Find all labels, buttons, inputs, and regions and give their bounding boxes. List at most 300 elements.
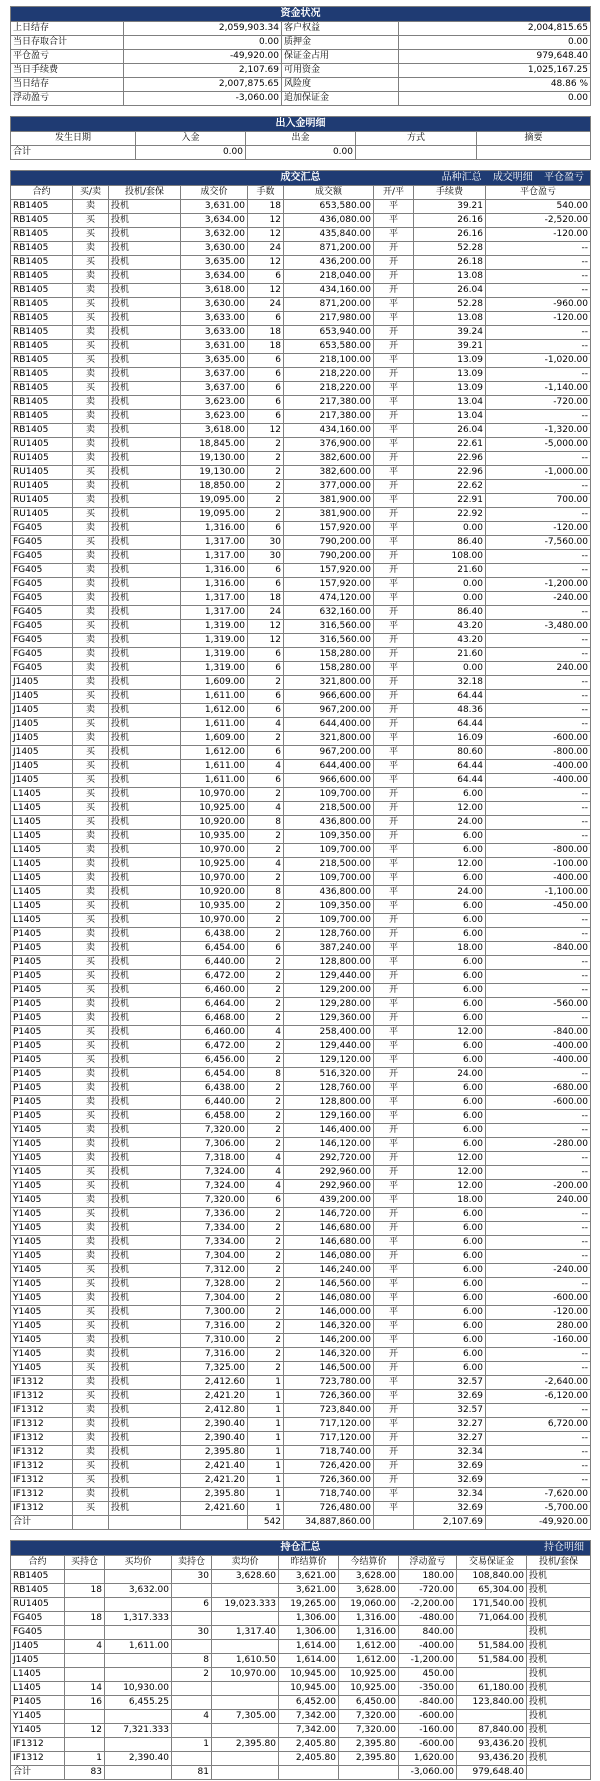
trade-hedge-type: 投机 bbox=[109, 382, 181, 396]
trade-amount: 632,160.00 bbox=[284, 606, 374, 620]
trade-side: 买 bbox=[73, 508, 109, 522]
link-position-detail[interactable]: 持仓明细 bbox=[544, 1542, 584, 1553]
trade-lots: 24 bbox=[248, 606, 284, 620]
trade-amount: 128,760.00 bbox=[284, 1082, 374, 1096]
position-short-qty: 30 bbox=[172, 1626, 212, 1640]
table-row bbox=[11, 1474, 591, 1488]
trade-hedge-type: 投机 bbox=[109, 1054, 181, 1068]
table-row bbox=[11, 704, 591, 718]
trade-fee: 6.00 bbox=[414, 1012, 486, 1026]
table-row bbox=[11, 564, 591, 578]
trade-amount: 109,350.00 bbox=[284, 900, 374, 914]
trade-lots: 4 bbox=[248, 718, 284, 732]
position-today-settle: 3,628.00 bbox=[339, 1584, 399, 1598]
trade-hedge-type: 投机 bbox=[109, 508, 181, 522]
position-long-avg: 1,611.00 bbox=[105, 1640, 172, 1654]
table-row bbox=[11, 494, 591, 508]
positions-col-header: 买均价 bbox=[105, 1556, 172, 1570]
position-prev-settle: 19,265.00 bbox=[279, 1598, 339, 1612]
trade-open-close: 平 bbox=[374, 774, 414, 788]
position-float-pnl: -720.00 bbox=[399, 1584, 457, 1598]
trade-price: 6,472.00 bbox=[181, 970, 248, 984]
trade-amount: 218,220.00 bbox=[284, 368, 374, 382]
trade-price: 1,611.00 bbox=[181, 774, 248, 788]
table-row bbox=[11, 830, 591, 844]
position-margin: 123,840.00 bbox=[457, 1696, 527, 1710]
trade-contract: RB1405 bbox=[11, 312, 73, 326]
trade-amount: 966,600.00 bbox=[284, 690, 374, 704]
trade-hedge-type: 投机 bbox=[109, 270, 181, 284]
trade-hedge-type: 投机 bbox=[109, 354, 181, 368]
trade-open-close: 平 bbox=[374, 494, 414, 508]
link-trade-detail[interactable]: 成交明细 bbox=[492, 172, 533, 183]
trade-lots: 2 bbox=[248, 508, 284, 522]
inout-col-header: 出金 bbox=[246, 132, 356, 146]
trade-amount: 436,800.00 bbox=[284, 886, 374, 900]
position-hedge-type: 投机 bbox=[527, 1598, 591, 1612]
positions-total-label: 合计 bbox=[11, 1766, 65, 1780]
position-prev-settle: 6,452.00 bbox=[279, 1696, 339, 1710]
trade-hedge-type: 投机 bbox=[109, 466, 181, 480]
position-prev-settle: 10,945.00 bbox=[279, 1682, 339, 1696]
funds-value: 0.00 bbox=[399, 92, 591, 106]
trade-hedge-type: 投机 bbox=[109, 984, 181, 998]
table-row bbox=[11, 1208, 591, 1222]
trade-hedge-type: 投机 bbox=[109, 830, 181, 844]
positions-total-row bbox=[11, 1766, 591, 1780]
trade-price: 10,920.00 bbox=[181, 886, 248, 900]
trade-close-pnl: -120.00 bbox=[486, 522, 591, 536]
trade-price: 7,320.00 bbox=[181, 1194, 248, 1208]
trade-price: 2,421.20 bbox=[181, 1474, 248, 1488]
trade-fee: 6.00 bbox=[414, 1222, 486, 1236]
funds-label: 风险度 bbox=[282, 78, 399, 92]
trade-amount: 217,980.00 bbox=[284, 312, 374, 326]
trade-fee: 6.00 bbox=[414, 970, 486, 984]
trade-contract: IF1312 bbox=[11, 1376, 73, 1390]
trade-price: 3,637.00 bbox=[181, 368, 248, 382]
trade-hedge-type: 投机 bbox=[109, 522, 181, 536]
trade-side: 买 bbox=[73, 1166, 109, 1180]
table-row bbox=[11, 1584, 591, 1598]
position-long-qty: 16 bbox=[65, 1696, 105, 1710]
trade-lots: 2 bbox=[248, 452, 284, 466]
trade-hedge-type: 投机 bbox=[109, 1404, 181, 1418]
table-row bbox=[11, 1334, 591, 1348]
trade-lots: 12 bbox=[248, 256, 284, 270]
trade-open-close: 平 bbox=[374, 1418, 414, 1432]
table-row bbox=[11, 1612, 591, 1626]
position-contract: IF1312 bbox=[11, 1752, 65, 1766]
trade-side: 卖 bbox=[73, 676, 109, 690]
trade-close-pnl: -160.00 bbox=[486, 1334, 591, 1348]
trade-fee: 26.04 bbox=[414, 284, 486, 298]
position-long-avg bbox=[105, 1626, 172, 1640]
trade-side: 买 bbox=[73, 718, 109, 732]
funds-value: 0.00 bbox=[124, 36, 282, 50]
trade-side: 卖 bbox=[73, 270, 109, 284]
trade-price: 7,316.00 bbox=[181, 1320, 248, 1334]
trade-lots: 2 bbox=[248, 1320, 284, 1334]
trade-fee: 6.00 bbox=[414, 1292, 486, 1306]
trade-price: 6,454.00 bbox=[181, 1068, 248, 1082]
position-contract: IF1312 bbox=[11, 1738, 65, 1752]
trade-price: 7,325.00 bbox=[181, 1362, 248, 1376]
trade-fee: 6.00 bbox=[414, 1236, 486, 1250]
trade-side: 卖 bbox=[73, 844, 109, 858]
trade-side: 买 bbox=[73, 956, 109, 970]
trade-amount: 146,680.00 bbox=[284, 1236, 374, 1250]
funds-value: 0.00 bbox=[399, 36, 591, 50]
table-row bbox=[11, 1598, 591, 1612]
trade-contract: FG405 bbox=[11, 578, 73, 592]
trade-close-pnl: -- bbox=[486, 508, 591, 522]
trade-lots: 2 bbox=[248, 438, 284, 452]
trade-side: 买 bbox=[73, 746, 109, 760]
trade-hedge-type: 投机 bbox=[109, 1278, 181, 1292]
trade-side: 卖 bbox=[73, 1138, 109, 1152]
trade-fee: 0.00 bbox=[414, 592, 486, 606]
position-margin bbox=[457, 1626, 527, 1640]
trade-fee: 6.00 bbox=[414, 1320, 486, 1334]
trades-total-amount: 34,887,860.00 bbox=[284, 1516, 374, 1530]
trade-price: 10,925.00 bbox=[181, 802, 248, 816]
trade-close-pnl: -- bbox=[486, 704, 591, 718]
positions-col-header: 昨结算价 bbox=[279, 1556, 339, 1570]
trade-close-pnl: -120.00 bbox=[486, 312, 591, 326]
position-hedge-type: 投机 bbox=[527, 1584, 591, 1598]
trade-close-pnl: -- bbox=[486, 1124, 591, 1138]
position-long-avg: 6,455.25 bbox=[105, 1696, 172, 1710]
trade-open-close: 平 bbox=[374, 312, 414, 326]
position-contract: L1405 bbox=[11, 1682, 65, 1696]
trade-open-close: 平 bbox=[374, 214, 414, 228]
table-row bbox=[11, 1654, 591, 1668]
trade-fee: 80.60 bbox=[414, 746, 486, 760]
trade-hedge-type: 投机 bbox=[109, 368, 181, 382]
trade-close-pnl: -- bbox=[486, 1152, 591, 1166]
trade-contract: L1405 bbox=[11, 830, 73, 844]
position-float-pnl: -2,200.00 bbox=[399, 1598, 457, 1612]
table-row bbox=[11, 1710, 591, 1724]
trade-lots: 4 bbox=[248, 1180, 284, 1194]
funds-row bbox=[11, 36, 591, 50]
trade-hedge-type: 投机 bbox=[109, 998, 181, 1012]
position-margin: 61,180.00 bbox=[457, 1682, 527, 1696]
trade-open-close: 平 bbox=[374, 536, 414, 550]
trade-fee: 12.00 bbox=[414, 1152, 486, 1166]
trade-contract: J1405 bbox=[11, 760, 73, 774]
trade-close-pnl: -800.00 bbox=[486, 844, 591, 858]
trade-hedge-type: 投机 bbox=[109, 578, 181, 592]
trade-contract: FG405 bbox=[11, 662, 73, 676]
trade-lots: 4 bbox=[248, 858, 284, 872]
trade-side: 买 bbox=[73, 466, 109, 480]
position-float-pnl: 840.00 bbox=[399, 1626, 457, 1640]
position-float-pnl: -600.00 bbox=[399, 1710, 457, 1724]
trade-open-close: 平 bbox=[374, 578, 414, 592]
trade-side: 卖 bbox=[73, 732, 109, 746]
position-float-pnl: 180.00 bbox=[399, 1570, 457, 1584]
trade-open-close: 开 bbox=[374, 1362, 414, 1376]
trade-fee: 64.44 bbox=[414, 760, 486, 774]
table-row bbox=[11, 1570, 591, 1584]
trade-contract: RU1405 bbox=[11, 438, 73, 452]
position-today-settle: 1,612.00 bbox=[339, 1640, 399, 1654]
trade-side: 买 bbox=[73, 312, 109, 326]
trade-open-close: 平 bbox=[374, 1320, 414, 1334]
trade-lots: 18 bbox=[248, 200, 284, 214]
trade-side: 买 bbox=[73, 1474, 109, 1488]
trade-price: 3,635.00 bbox=[181, 256, 248, 270]
trade-hedge-type: 投机 bbox=[109, 1152, 181, 1166]
trade-lots: 2 bbox=[248, 1012, 284, 1026]
trades-col-header: 投机/套保 bbox=[109, 186, 181, 200]
trade-open-close: 开 bbox=[374, 242, 414, 256]
trade-contract: RB1405 bbox=[11, 270, 73, 284]
link-close-pnl[interactable]: 平仓盈亏 bbox=[544, 172, 584, 183]
trade-open-close: 开 bbox=[374, 676, 414, 690]
trade-close-pnl: -- bbox=[486, 452, 591, 466]
trade-lots: 12 bbox=[248, 228, 284, 242]
trade-lots: 8 bbox=[248, 1068, 284, 1082]
trade-price: 6,454.00 bbox=[181, 942, 248, 956]
trade-contract: L1405 bbox=[11, 900, 73, 914]
trade-price: 10,970.00 bbox=[181, 788, 248, 802]
trade-open-close: 平 bbox=[374, 592, 414, 606]
position-float-pnl: -1,200.00 bbox=[399, 1654, 457, 1668]
trade-amount: 871,200.00 bbox=[284, 298, 374, 312]
table-row bbox=[11, 1264, 591, 1278]
table-row bbox=[11, 914, 591, 928]
trade-fee: 21.60 bbox=[414, 648, 486, 662]
trade-hedge-type: 投机 bbox=[109, 340, 181, 354]
trade-hedge-type: 投机 bbox=[109, 1488, 181, 1502]
position-short-qty: 2 bbox=[172, 1668, 212, 1682]
trade-lots: 2 bbox=[248, 830, 284, 844]
trade-fee: 64.44 bbox=[414, 690, 486, 704]
trade-lots: 2 bbox=[248, 1236, 284, 1250]
trade-side: 卖 bbox=[73, 1348, 109, 1362]
trade-contract: P1405 bbox=[11, 942, 73, 956]
trade-close-pnl: -- bbox=[486, 690, 591, 704]
link-variety-summary[interactable]: 品种汇总 bbox=[441, 172, 482, 183]
trade-close-pnl: -240.00 bbox=[486, 592, 591, 606]
trade-close-pnl: -- bbox=[486, 564, 591, 578]
trade-hedge-type: 投机 bbox=[109, 1502, 181, 1516]
trade-open-close: 开 bbox=[374, 914, 414, 928]
trade-contract: FG405 bbox=[11, 522, 73, 536]
trade-contract: J1405 bbox=[11, 704, 73, 718]
table-row bbox=[11, 466, 591, 480]
trade-contract: Y1405 bbox=[11, 1152, 73, 1166]
trade-open-close: 开 bbox=[374, 830, 414, 844]
position-long-avg: 10,930.00 bbox=[105, 1682, 172, 1696]
trade-price: 2,390.40 bbox=[181, 1432, 248, 1446]
table-row bbox=[11, 1236, 591, 1250]
position-today-settle: 1,316.00 bbox=[339, 1626, 399, 1640]
trade-amount: 871,200.00 bbox=[284, 242, 374, 256]
trade-fee: 22.61 bbox=[414, 438, 486, 452]
trade-fee: 18.00 bbox=[414, 1194, 486, 1208]
trade-fee: 48.36 bbox=[414, 704, 486, 718]
trade-price: 6,440.00 bbox=[181, 1096, 248, 1110]
trade-contract: P1405 bbox=[11, 1068, 73, 1082]
trade-side: 卖 bbox=[73, 550, 109, 564]
trade-fee: 6.00 bbox=[414, 914, 486, 928]
trade-side: 卖 bbox=[73, 494, 109, 508]
trade-side: 卖 bbox=[73, 1488, 109, 1502]
trade-fee: 6.00 bbox=[414, 788, 486, 802]
trade-close-pnl: -400.00 bbox=[486, 1040, 591, 1054]
table-row bbox=[11, 732, 591, 746]
trade-price: 10,925.00 bbox=[181, 858, 248, 872]
table-row bbox=[11, 1460, 591, 1474]
trade-close-pnl: -- bbox=[486, 802, 591, 816]
trade-hedge-type: 投机 bbox=[109, 256, 181, 270]
trade-close-pnl: 540.00 bbox=[486, 200, 591, 214]
position-long-avg: 7,321.333 bbox=[105, 1724, 172, 1738]
trade-hedge-type: 投机 bbox=[109, 760, 181, 774]
trade-amount: 158,280.00 bbox=[284, 648, 374, 662]
position-margin: 93,436.20 bbox=[457, 1738, 527, 1752]
table-row bbox=[11, 900, 591, 914]
trade-open-close: 开 bbox=[374, 1404, 414, 1418]
trade-price: 7,300.00 bbox=[181, 1306, 248, 1320]
trade-fee: 6.00 bbox=[414, 1306, 486, 1320]
trade-amount: 146,400.00 bbox=[284, 1124, 374, 1138]
trade-open-close: 开 bbox=[374, 256, 414, 270]
trades-title: 成交汇总 bbox=[280, 172, 321, 183]
position-short-avg bbox=[212, 1612, 279, 1626]
position-long-avg bbox=[105, 1654, 172, 1668]
trade-price: 10,970.00 bbox=[181, 844, 248, 858]
trade-price: 6,460.00 bbox=[181, 984, 248, 998]
position-hedge-type: 投机 bbox=[527, 1570, 591, 1584]
trade-amount: 146,120.00 bbox=[284, 1138, 374, 1152]
trade-fee: 64.44 bbox=[414, 774, 486, 788]
table-row bbox=[11, 550, 591, 564]
inout-title: 出入金明细 bbox=[11, 117, 591, 132]
position-prev-settle: 7,342.00 bbox=[279, 1710, 339, 1724]
trade-amount: 218,220.00 bbox=[284, 382, 374, 396]
trade-contract: J1405 bbox=[11, 718, 73, 732]
trade-amount: 321,800.00 bbox=[284, 676, 374, 690]
trade-amount: 316,560.00 bbox=[284, 620, 374, 634]
trade-price: 7,318.00 bbox=[181, 1152, 248, 1166]
trade-open-close: 开 bbox=[374, 1152, 414, 1166]
table-row bbox=[11, 984, 591, 998]
table-row bbox=[11, 1124, 591, 1138]
trade-lots: 2 bbox=[248, 1208, 284, 1222]
table-row bbox=[11, 298, 591, 312]
trade-fee: 32.27 bbox=[414, 1432, 486, 1446]
trade-close-pnl: -600.00 bbox=[486, 1292, 591, 1306]
trade-close-pnl: -- bbox=[486, 550, 591, 564]
trade-side: 卖 bbox=[73, 326, 109, 340]
trade-side: 卖 bbox=[73, 858, 109, 872]
trade-close-pnl: -450.00 bbox=[486, 900, 591, 914]
trade-amount: 146,000.00 bbox=[284, 1306, 374, 1320]
trade-price: 19,130.00 bbox=[181, 466, 248, 480]
trade-hedge-type: 投机 bbox=[109, 1418, 181, 1432]
trade-amount: 146,320.00 bbox=[284, 1320, 374, 1334]
trade-amount: 653,940.00 bbox=[284, 326, 374, 340]
table-row bbox=[11, 242, 591, 256]
trade-price: 7,334.00 bbox=[181, 1236, 248, 1250]
trade-lots: 12 bbox=[248, 284, 284, 298]
trade-contract: RB1405 bbox=[11, 298, 73, 312]
trade-contract: IF1312 bbox=[11, 1418, 73, 1432]
trade-hedge-type: 投机 bbox=[109, 970, 181, 984]
trade-lots: 18 bbox=[248, 340, 284, 354]
trade-side: 买 bbox=[73, 774, 109, 788]
trade-fee: 22.91 bbox=[414, 494, 486, 508]
trade-contract: Y1405 bbox=[11, 1292, 73, 1306]
trade-open-close: 开 bbox=[374, 984, 414, 998]
trade-hedge-type: 投机 bbox=[109, 844, 181, 858]
trade-close-pnl: -7,620.00 bbox=[486, 1488, 591, 1502]
trade-hedge-type: 投机 bbox=[109, 536, 181, 550]
table-row bbox=[11, 214, 591, 228]
position-long-qty: 14 bbox=[65, 1682, 105, 1696]
trade-lots: 2 bbox=[248, 1054, 284, 1068]
trade-amount: 128,800.00 bbox=[284, 956, 374, 970]
table-row bbox=[11, 1152, 591, 1166]
trade-close-pnl: -- bbox=[486, 1432, 591, 1446]
trade-price: 3,634.00 bbox=[181, 214, 248, 228]
trade-amount: 129,160.00 bbox=[284, 1110, 374, 1124]
trade-lots: 6 bbox=[248, 746, 284, 760]
trades-col-header: 买/卖 bbox=[73, 186, 109, 200]
trade-amount: 723,780.00 bbox=[284, 1376, 374, 1390]
trade-price: 10,935.00 bbox=[181, 900, 248, 914]
trade-close-pnl: -- bbox=[486, 914, 591, 928]
trade-close-pnl: -680.00 bbox=[486, 1082, 591, 1096]
table-row bbox=[11, 620, 591, 634]
trade-fee: 21.60 bbox=[414, 564, 486, 578]
trade-close-pnl: 240.00 bbox=[486, 1194, 591, 1208]
trades-col-header: 手续费 bbox=[414, 186, 486, 200]
trade-contract: IF1312 bbox=[11, 1404, 73, 1418]
position-long-avg: 2,390.40 bbox=[105, 1752, 172, 1766]
trade-open-close: 平 bbox=[374, 354, 414, 368]
trade-price: 2,412.60 bbox=[181, 1376, 248, 1390]
trade-open-close: 平 bbox=[374, 1236, 414, 1250]
trade-contract: L1405 bbox=[11, 914, 73, 928]
trades-col-header: 开/平 bbox=[374, 186, 414, 200]
trade-hedge-type: 投机 bbox=[109, 1390, 181, 1404]
position-prev-settle: 2,405.80 bbox=[279, 1738, 339, 1752]
table-row bbox=[11, 1502, 591, 1516]
trade-price: 1,316.00 bbox=[181, 564, 248, 578]
trade-open-close: 平 bbox=[374, 1264, 414, 1278]
trade-side: 买 bbox=[73, 1026, 109, 1040]
trade-hedge-type: 投机 bbox=[109, 858, 181, 872]
inout-col-header: 发生日期 bbox=[11, 132, 136, 146]
trade-close-pnl: -- bbox=[486, 270, 591, 284]
position-prev-settle: 3,621.00 bbox=[279, 1570, 339, 1584]
trade-contract: P1405 bbox=[11, 1040, 73, 1054]
trade-price: 7,304.00 bbox=[181, 1292, 248, 1306]
trade-contract: P1405 bbox=[11, 956, 73, 970]
trade-contract: RB1405 bbox=[11, 326, 73, 340]
trade-contract: FG405 bbox=[11, 564, 73, 578]
trade-lots: 2 bbox=[248, 788, 284, 802]
trade-amount: 387,240.00 bbox=[284, 942, 374, 956]
position-today-settle: 7,320.00 bbox=[339, 1724, 399, 1738]
trade-open-close: 平 bbox=[374, 438, 414, 452]
